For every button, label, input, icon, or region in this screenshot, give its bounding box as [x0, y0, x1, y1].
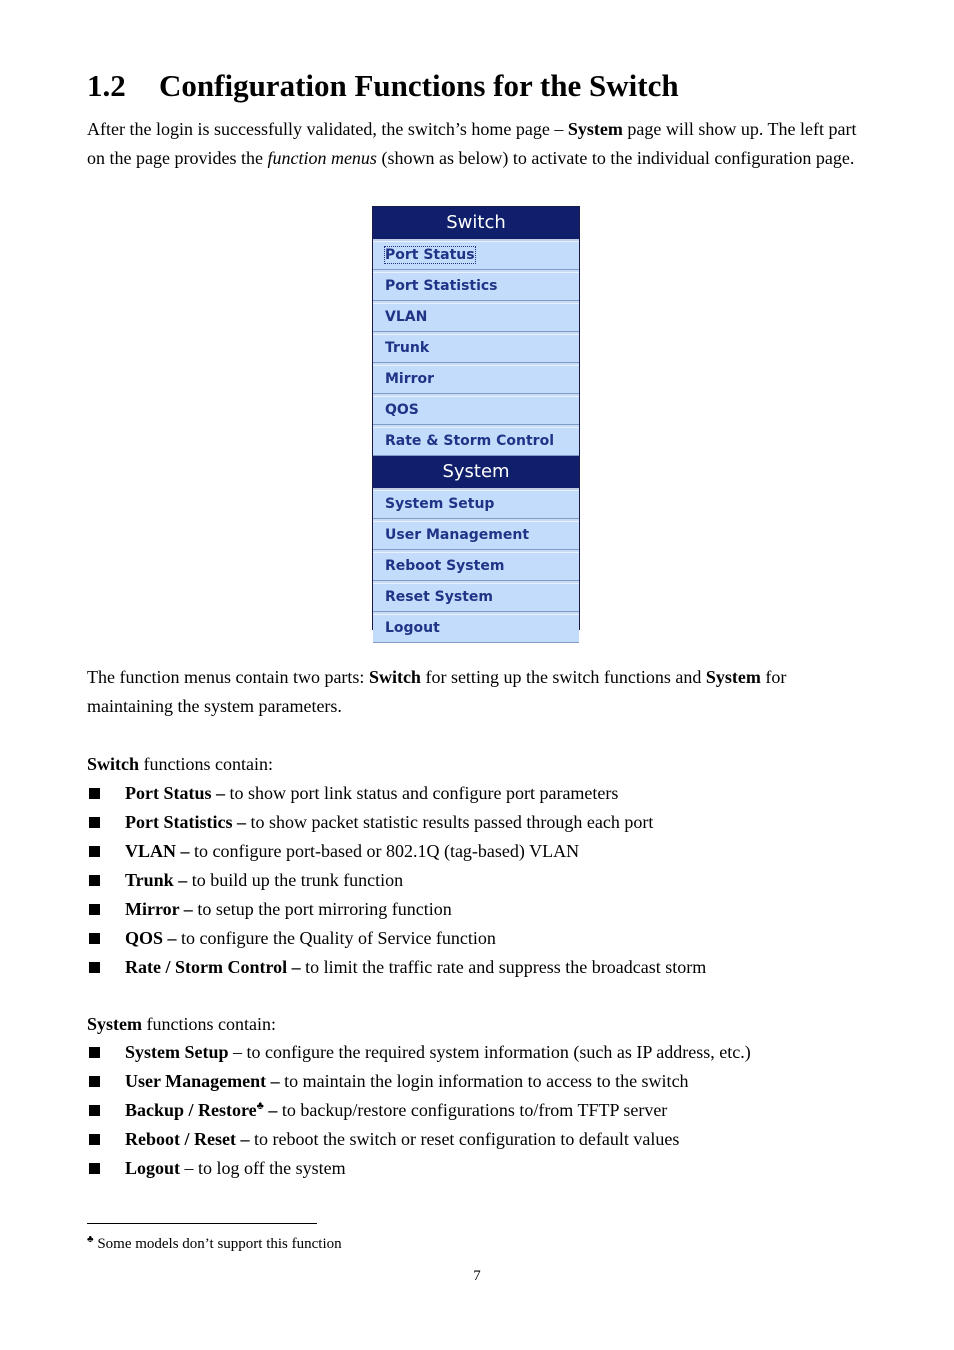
summary-bold-switch: Switch: [368, 667, 421, 687]
bullet-square-icon: [89, 933, 100, 944]
menu-item-port-statistics[interactable]: [373, 272, 579, 301]
switch-functions-lead: [87, 750, 867, 779]
list-item: [87, 1154, 751, 1183]
system-functions-list: [87, 1038, 751, 1183]
item-desc: to show packet statistic results passed through each port: [245, 812, 654, 832]
summary-text: The function menus contain two parts:: [87, 667, 369, 687]
intro-text: After the login is successfully validated, the switch’s home page –: [87, 119, 568, 139]
footnote-separator: [87, 1223, 317, 1224]
item-desc: to build up the trunk function: [187, 870, 404, 890]
item-desc: to configure port-based or 802.1Q (tag-based) VLAN: [189, 841, 580, 861]
summary-bold-system: System: [705, 667, 761, 687]
menu-item-rate-storm-control[interactable]: [373, 427, 579, 456]
item-term: System Setup: [125, 1042, 229, 1062]
bullet-square-icon: [89, 904, 100, 915]
item-desc: to setup the port mirroring function: [192, 899, 452, 919]
menu-header-switch: Switch: [373, 207, 579, 241]
item-term: Logout: [125, 1158, 181, 1178]
list-item: [87, 779, 706, 808]
bullet-square-icon: [89, 962, 100, 973]
list-item: [87, 1038, 751, 1067]
list-item: [87, 895, 706, 924]
menu-item-reset-system[interactable]: [373, 583, 579, 612]
system-lead-text: functions contain:: [142, 1014, 276, 1034]
menu-item-label: Reset System: [385, 589, 493, 605]
switch-functions-list: [87, 779, 706, 982]
summary-text: for maintaining the system parameters.: [87, 667, 787, 716]
function-menu-figure: [372, 206, 580, 636]
item-desc: to maintain the login information to access to the switch: [279, 1071, 689, 1091]
bullet-square-icon: [89, 1047, 100, 1058]
summary-paragraph: [87, 663, 867, 721]
menu-item-trunk[interactable]: [373, 334, 579, 363]
list-item: [87, 866, 706, 895]
item-desc: – to log off the system: [180, 1158, 346, 1178]
item-term: Backup / Restore: [125, 1100, 257, 1120]
switch-lead-text: functions contain:: [139, 754, 273, 774]
menu-item-logout[interactable]: [373, 614, 579, 643]
menu-item-vlan[interactable]: [373, 303, 579, 332]
menu-item-label: Reboot System: [385, 558, 505, 574]
bullet-square-icon: [89, 1076, 100, 1087]
list-item: [87, 1125, 751, 1154]
switch-lead-bold: Switch: [87, 754, 140, 774]
item-desc: to reboot the switch or reset configuration to default values: [249, 1129, 680, 1149]
menu-item-system-setup[interactable]: [373, 490, 579, 519]
menu-item-reboot-system[interactable]: [373, 552, 579, 581]
item-desc: to show port link status and configure port parameters: [225, 783, 619, 803]
menu-item-port-status[interactable]: [373, 241, 579, 270]
club-icon: ♣: [87, 1234, 94, 1245]
intro-bold-system: System: [567, 119, 623, 139]
intro-paragraph: [87, 115, 867, 173]
menu-item-label: Mirror: [385, 371, 435, 387]
item-term: Trunk –: [125, 870, 188, 890]
menu-item-label: System Setup: [385, 496, 495, 512]
item-desc: to backup/restore configurations to/from TFTP server: [277, 1100, 668, 1120]
menu-item-label: Logout: [385, 620, 440, 636]
item-term: Port Status –: [125, 783, 225, 803]
intro-italic-function-menus: function menus: [267, 148, 377, 168]
item-term: Reboot / Reset –: [125, 1129, 250, 1149]
menu-item-label: Rate & Storm Control: [385, 433, 555, 449]
intro-text: page will show up. The left part on the page provides the: [87, 119, 857, 168]
list-item: [87, 837, 706, 866]
menu-item-label: Port Statistics: [385, 278, 498, 294]
menu-item-qos[interactable]: [373, 396, 579, 425]
menu-item-label: Trunk: [385, 340, 430, 356]
system-functions-lead: [87, 1010, 867, 1039]
item-term: –: [263, 1100, 278, 1120]
item-desc: to configure the Quality of Service function: [176, 928, 496, 948]
bullet-square-icon: [89, 788, 100, 799]
bullet-square-icon: [89, 846, 100, 857]
item-desc: – to configure the required system information (such as IP address, etc.): [228, 1042, 751, 1062]
bullet-square-icon: [89, 817, 100, 828]
list-item: [87, 1096, 751, 1125]
page-number: 7: [473, 1268, 481, 1284]
list-item: [87, 924, 706, 953]
menu-item-label: User Management: [385, 527, 530, 543]
bullet-square-icon: [89, 1163, 100, 1174]
list-item: [87, 808, 706, 837]
item-desc: to limit the traffic rate and suppress the broadcast storm: [300, 957, 707, 977]
list-item: [87, 953, 706, 982]
list-item: [87, 1067, 751, 1096]
menu-item-label: VLAN: [385, 309, 428, 325]
intro-text: (shown as below) to activate to the individual configuration page.: [376, 148, 855, 168]
item-term: Port Statistics –: [125, 812, 246, 832]
summary-text: for setting up the switch functions and: [420, 667, 706, 687]
footnote-club-icon[interactable]: ♣: [256, 1100, 264, 1112]
item-term: User Management –: [125, 1071, 280, 1091]
item-term: Rate / Storm Control –: [125, 957, 301, 977]
section-title: Configuration Functions for the Switch: [159, 68, 679, 103]
menu-item-label: Port Status: [385, 247, 475, 263]
section-number: 1.2: [87, 68, 126, 103]
footnote-text: Some models don’t support this function: [93, 1236, 342, 1252]
system-lead-bold: System: [87, 1014, 142, 1034]
menu-item-mirror[interactable]: [373, 365, 579, 394]
menu-item-label: QOS: [385, 402, 419, 418]
menu-item-user-management[interactable]: [373, 521, 579, 550]
bullet-square-icon: [89, 875, 100, 886]
footnote: [87, 1234, 342, 1254]
item-term: QOS –: [125, 928, 177, 948]
section-heading: [87, 66, 679, 106]
bullet-square-icon: [89, 1134, 100, 1145]
item-term: VLAN –: [125, 841, 190, 861]
menu-header-system: System: [373, 456, 579, 490]
item-term: Mirror –: [125, 899, 193, 919]
bullet-square-icon: [89, 1105, 100, 1116]
